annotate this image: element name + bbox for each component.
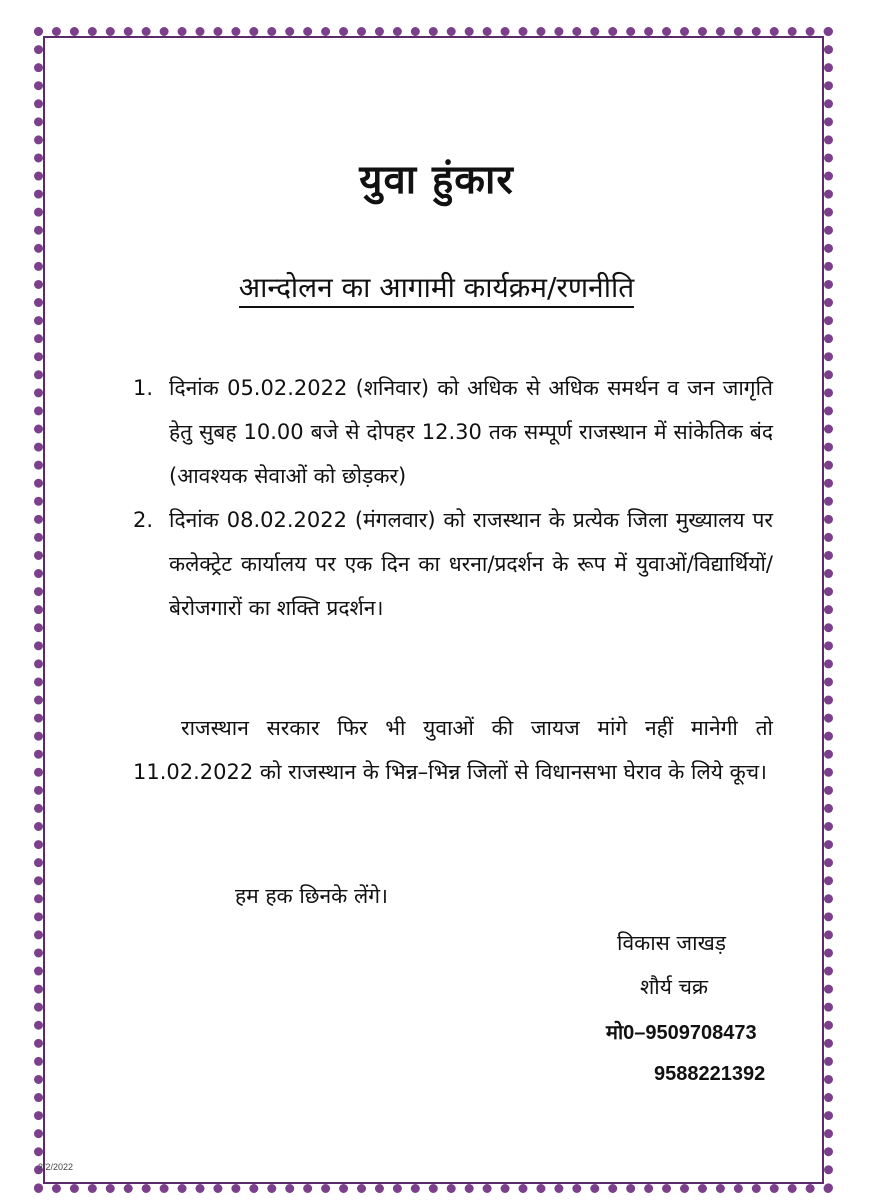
document-title: युवा हुंकार [359,157,514,203]
signatory-title: शौर्य चक्र [640,975,709,999]
slogan: हम हक छिनके लेंगे। [235,884,388,908]
list-item-text: दिनांक 08.02.2022 (मंगलवार) को राजस्थान के प्रत्येक जिला मुख्यालय पर कलेक्ट्रेट कार्यालय पर एक दिन का धरना/प्रदर्शन के रूप में युवाओं/विद्यार्थियों/बेरोजगारों का शक्ति प्रदर्शन। [169,508,773,620]
document-subtitle [0,268,873,306]
program-list [133,366,773,630]
list-item-number: 2. [133,508,154,532]
body-paragraph: राजस्थान सरकार फिर भी युवाओं की जायज मांगे नहीं मानेगी तो 11.02.2022 को राजस्थान के भिन्न–भिन्न जिलों से विधानसभा घेराव के लिये कूच। [133,716,773,784]
list-item [133,366,773,498]
signatory-mobile: मो0–9509708473 [606,1022,757,1044]
subtitle-text: आन्दोलन का आगामी कार्यक्रम/रणनीति [239,271,634,308]
list-item-number: 1. [133,376,154,400]
signatory-mobile-alt: 9588221392 [654,1063,766,1085]
signatory-name: विकास जाखड़ [617,931,726,955]
footer-date: 2/2/2022 [38,1162,74,1172]
list-item [133,498,773,630]
list-item-text: दिनांक 05.02.2022 (शनिवार) को अधिक से अधिक समर्थन व जन जागृति हेतु सुबह 10.00 बजे से दोपहर 12.30 तक सम्पूर्ण राजस्थान में सांकेतिक बंद (आवश्यक सेवाओं को छोड़कर) [169,376,773,488]
